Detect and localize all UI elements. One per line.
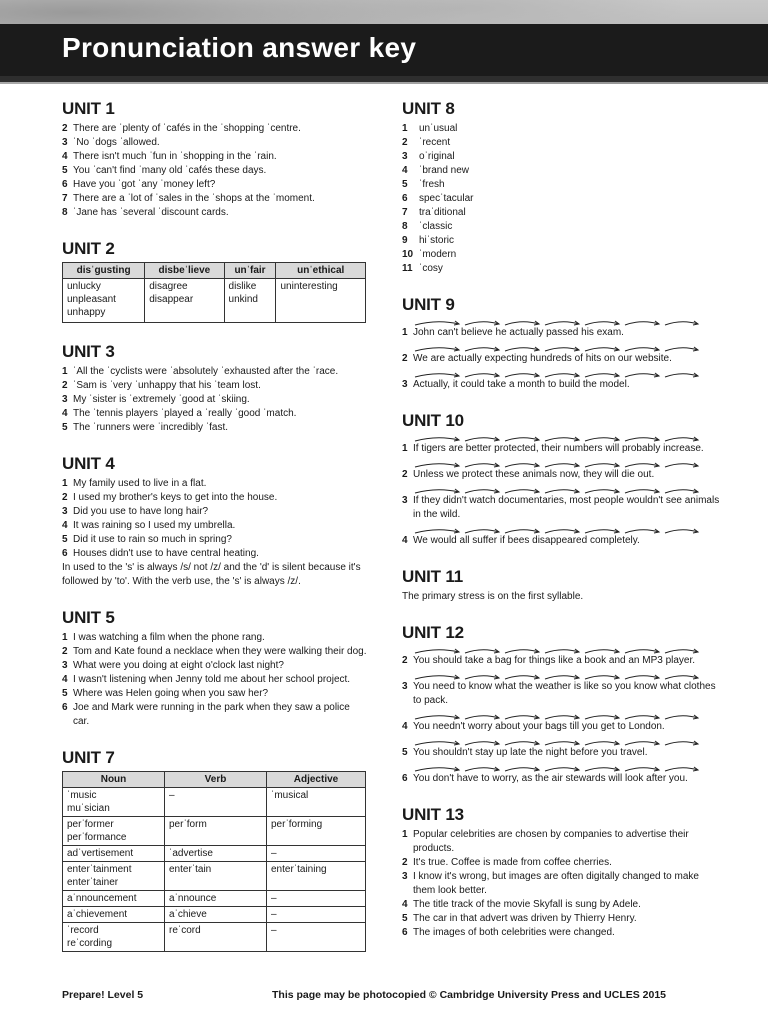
unit-12-list bbox=[402, 646, 722, 786]
table-cell: – bbox=[267, 891, 366, 907]
item-text: It was raining so I used my umbrella. bbox=[73, 520, 236, 531]
list-item bbox=[402, 220, 722, 234]
item-text: There are ˈplenty of ˈcafés in the ˈshopping ˈcentre. bbox=[73, 123, 301, 134]
item-text: Tom and Kate found a necklace when they were walking their dog. bbox=[73, 646, 367, 657]
item-number: 5 bbox=[62, 422, 68, 433]
table-header: Adjective bbox=[267, 772, 366, 788]
page-title: Pronunciation answer key bbox=[62, 32, 417, 63]
unit-4-note: In used to the 's' is always /s/ not /z/ and the 'd' is silent because it's followed by 'to'. With the verb use, the 's' is always /z/. bbox=[62, 562, 361, 587]
table-cell: aˈchieve bbox=[165, 907, 267, 923]
unit-10-list bbox=[402, 434, 722, 548]
table-header: Verb bbox=[165, 772, 267, 788]
table-cell: enterˈtainment enterˈtainer bbox=[63, 862, 165, 891]
list-item bbox=[62, 407, 368, 421]
item-text: It's true. Coffee is made from coffee cherries. bbox=[413, 857, 612, 868]
item-text: Unless we protect these animals now, they will die out. bbox=[413, 469, 655, 480]
table-cell: ˈadvertise bbox=[165, 846, 267, 862]
table-cell: ˈrecord reˈcording bbox=[63, 923, 165, 952]
table-cell: disagree disappear bbox=[145, 279, 224, 323]
table-cell: perˈforming bbox=[267, 817, 366, 846]
list-item bbox=[402, 712, 722, 734]
intonation-arrows-icon bbox=[413, 738, 703, 748]
table-header: unˈfair bbox=[224, 263, 276, 279]
list-item bbox=[62, 178, 368, 192]
item-text: What were you doing at eight o'clock last night? bbox=[73, 660, 284, 671]
table-cell: dislike unkind bbox=[224, 279, 276, 323]
item-text: I was watching a film when the phone rang. bbox=[73, 632, 265, 643]
table-cell: adˈvertisement bbox=[63, 846, 165, 862]
item-number: 2 bbox=[62, 492, 68, 503]
item-text: ˈrecent bbox=[419, 137, 451, 148]
unit-3-list bbox=[62, 365, 368, 435]
unit-13-list bbox=[402, 828, 722, 940]
unit-title: UNIT 4 bbox=[62, 454, 115, 473]
table-cell: reˈcord bbox=[165, 923, 267, 952]
item-text: Have you ˈgot ˈany ˈmoney left? bbox=[73, 179, 216, 190]
item-text: Did it use to rain so much in spring? bbox=[73, 534, 232, 545]
item-number: 5 bbox=[402, 179, 408, 190]
item-number: 2 bbox=[62, 380, 68, 391]
item-number: 6 bbox=[62, 702, 68, 713]
unit-11-text: The primary stress is on the first syllable. bbox=[402, 591, 584, 602]
item-text: You needn't worry about your bags till you get to London. bbox=[413, 721, 665, 732]
table-row bbox=[63, 862, 366, 891]
item-text: We are actually expecting hundreds of hits on our website. bbox=[413, 353, 672, 364]
list-item bbox=[62, 393, 368, 407]
item-number: 2 bbox=[402, 353, 408, 364]
unit-title: UNIT 11 bbox=[402, 567, 463, 586]
unit-title: UNIT 3 bbox=[62, 342, 115, 361]
item-text: ˈAll the ˈcyclists were ˈabsolutely ˈexhausted after the ˈrace. bbox=[73, 366, 339, 377]
unit-9 bbox=[402, 294, 722, 392]
item-text: unˈusual bbox=[419, 123, 458, 134]
left-column bbox=[62, 98, 368, 970]
item-number: 7 bbox=[62, 193, 68, 204]
item-number: 5 bbox=[62, 534, 68, 545]
item-number: 2 bbox=[62, 646, 68, 657]
list-item bbox=[402, 344, 722, 366]
table-cell: unlucky unpleasant unhappy bbox=[63, 279, 145, 323]
list-item bbox=[402, 164, 722, 178]
item-number: 4 bbox=[402, 721, 408, 732]
table-header: disbeˈlieve bbox=[145, 263, 224, 279]
unit-5-list bbox=[62, 631, 368, 729]
item-number: 3 bbox=[62, 394, 68, 405]
item-text: I used my brother's keys to get into the house. bbox=[73, 492, 278, 503]
table-cell: – bbox=[267, 907, 366, 923]
footer-level: Prepare! Level 5 bbox=[62, 989, 144, 1001]
unit-13 bbox=[402, 804, 722, 940]
item-text: I know it's wrong, but images are often digitally changed to make them look better. bbox=[413, 871, 699, 896]
footer-copyright: This page may be photocopied © Cambridge University Press and UCLES 2015 bbox=[272, 989, 667, 1001]
list-item bbox=[62, 477, 368, 491]
item-text: You ˈcan't find ˈmany old ˈcafés these days. bbox=[73, 165, 267, 176]
unit-9-list bbox=[402, 318, 722, 392]
item-text: There are a ˈlot of ˈsales in the ˈshops at the ˈmoment. bbox=[73, 193, 315, 204]
item-number: 3 bbox=[402, 871, 408, 882]
unit-title: UNIT 7 bbox=[62, 748, 115, 767]
intonation-arrows-icon bbox=[413, 526, 703, 536]
table-row bbox=[63, 788, 366, 817]
item-text: You should take a bag for things like a book and an MP3 player. bbox=[413, 655, 696, 666]
unit-title: UNIT 12 bbox=[402, 623, 464, 642]
item-text: specˈtacular bbox=[419, 193, 474, 204]
intonation-arrows-icon bbox=[413, 486, 703, 496]
item-text: Where was Helen going when you saw her? bbox=[73, 688, 269, 699]
right-column bbox=[402, 98, 722, 958]
table-header: unˈethical bbox=[276, 263, 366, 279]
list-item bbox=[62, 659, 368, 673]
table-cell: aˈchievement bbox=[63, 907, 165, 923]
item-number: 2 bbox=[62, 123, 68, 134]
item-number: 7 bbox=[402, 207, 408, 218]
list-item bbox=[402, 526, 722, 548]
list-item bbox=[62, 547, 368, 561]
item-number: 6 bbox=[62, 548, 68, 559]
list-item bbox=[402, 234, 722, 248]
item-number: 1 bbox=[402, 443, 408, 454]
list-item bbox=[402, 738, 722, 760]
table-row bbox=[63, 817, 366, 846]
table-cell: – bbox=[267, 923, 366, 952]
item-text: ˈJane has ˈseveral ˈdiscount cards. bbox=[73, 207, 229, 218]
unit-11 bbox=[402, 566, 722, 604]
unit-8-list bbox=[402, 122, 722, 276]
list-item bbox=[62, 365, 368, 379]
list-item bbox=[402, 898, 722, 912]
table-cell: – bbox=[267, 846, 366, 862]
item-number: 3 bbox=[62, 660, 68, 671]
unit-2-table bbox=[62, 262, 366, 323]
item-text: ˈfresh bbox=[419, 179, 445, 190]
unit-title: UNIT 10 bbox=[402, 411, 464, 430]
list-item bbox=[402, 434, 722, 456]
intonation-arrows-icon bbox=[413, 672, 703, 682]
item-text: hiˈstoric bbox=[419, 235, 455, 246]
item-text: The ˈrunners were ˈincredibly ˈfast. bbox=[73, 422, 229, 433]
item-text: The ˈtennis players ˈplayed a ˈreally ˈgood ˈmatch. bbox=[73, 408, 297, 419]
list-item bbox=[62, 421, 368, 435]
unit-title: UNIT 9 bbox=[402, 295, 455, 314]
item-text: I wasn't listening when Jenny told me about her school project. bbox=[73, 674, 351, 685]
item-text: Popular celebrities are chosen by companies to advertise their products. bbox=[413, 829, 689, 854]
list-item bbox=[402, 248, 722, 262]
item-text: ˈclassic bbox=[419, 221, 453, 232]
item-number: 1 bbox=[402, 123, 408, 134]
item-text: You don't have to worry, as the air stewards will look after you. bbox=[413, 773, 688, 784]
item-text: If they didn't watch documentaries, most people wouldn't see animals in the wild. bbox=[413, 495, 720, 520]
intonation-arrows-icon bbox=[413, 712, 703, 722]
item-number: 1 bbox=[402, 829, 408, 840]
list-item bbox=[62, 164, 368, 178]
unit-title: UNIT 8 bbox=[402, 99, 455, 118]
intonation-arrows-icon bbox=[413, 370, 703, 380]
item-number: 1 bbox=[62, 632, 68, 643]
list-item bbox=[402, 122, 722, 136]
list-item bbox=[402, 926, 722, 940]
item-text: The car in that advert was driven by Thierry Henry. bbox=[413, 913, 637, 924]
list-item bbox=[62, 150, 368, 164]
item-number: 6 bbox=[62, 179, 68, 190]
unit-2 bbox=[62, 238, 368, 323]
item-number: 3 bbox=[62, 137, 68, 148]
item-number: 4 bbox=[62, 151, 68, 162]
list-item bbox=[62, 687, 368, 701]
unit-5 bbox=[62, 607, 368, 729]
list-item bbox=[402, 262, 722, 276]
item-text: You need to know what the weather is like so you know what clothes to pack. bbox=[413, 681, 716, 706]
table-cell: enterˈtaining bbox=[267, 862, 366, 891]
item-number: 5 bbox=[62, 165, 68, 176]
item-number: 3 bbox=[402, 495, 408, 506]
item-number: 1 bbox=[62, 366, 68, 377]
item-number: 2 bbox=[402, 137, 408, 148]
item-number: 5 bbox=[402, 913, 408, 924]
item-number: 4 bbox=[402, 899, 408, 910]
item-number: 6 bbox=[402, 193, 408, 204]
list-item bbox=[402, 870, 722, 898]
table-cell: aˈnnounce bbox=[165, 891, 267, 907]
item-text: Actually, it could take a month to build the model. bbox=[413, 379, 630, 390]
intonation-arrows-icon bbox=[413, 764, 703, 774]
item-number: 4 bbox=[62, 408, 68, 419]
unit-title: UNIT 1 bbox=[62, 99, 115, 118]
list-item bbox=[62, 206, 368, 220]
list-item bbox=[402, 764, 722, 786]
list-item bbox=[62, 519, 368, 533]
item-text: ˈSam is ˈvery ˈunhappy that his ˈteam lost. bbox=[73, 380, 261, 391]
unit-4-list bbox=[62, 477, 368, 561]
item-text: You shouldn't stay up late the night before you travel. bbox=[413, 747, 648, 758]
item-number: 4 bbox=[62, 520, 68, 531]
item-text: There isn't much ˈfun in ˈshopping in the ˈrain. bbox=[73, 151, 277, 162]
item-text: My ˈsister is ˈextremely ˈgood at ˈskiing. bbox=[73, 394, 250, 405]
list-item bbox=[402, 828, 722, 856]
intonation-arrows-icon bbox=[413, 344, 703, 354]
table-row bbox=[63, 846, 366, 862]
table-cell: enterˈtain bbox=[165, 862, 267, 891]
unit-12 bbox=[402, 622, 722, 786]
list-item bbox=[402, 192, 722, 206]
item-number: 4 bbox=[62, 674, 68, 685]
table-row bbox=[63, 891, 366, 907]
table-row bbox=[63, 907, 366, 923]
item-number: 8 bbox=[402, 221, 408, 232]
item-number: 11 bbox=[402, 263, 413, 274]
item-number: 1 bbox=[402, 327, 408, 338]
unit-7-table-body bbox=[63, 788, 366, 952]
list-item bbox=[62, 631, 368, 645]
item-number: 10 bbox=[402, 249, 414, 260]
list-item bbox=[62, 122, 368, 136]
list-item bbox=[62, 673, 368, 687]
table-cell: perˈformer perˈformance bbox=[63, 817, 165, 846]
title-banner bbox=[0, 0, 768, 84]
item-text: ˈmodern bbox=[419, 249, 457, 260]
unit-4 bbox=[62, 453, 368, 589]
list-item bbox=[62, 645, 368, 659]
unit-title: UNIT 5 bbox=[62, 608, 115, 627]
list-item bbox=[402, 136, 722, 150]
item-text: ˈbrand new bbox=[419, 165, 470, 176]
item-number: 4 bbox=[402, 165, 408, 176]
list-item bbox=[62, 701, 368, 729]
item-text: Joe and Mark were running in the park when they saw a police car. bbox=[73, 702, 350, 727]
item-number: 3 bbox=[402, 681, 408, 692]
unit-7-table bbox=[62, 771, 366, 952]
list-item bbox=[402, 318, 722, 340]
intonation-arrows-icon bbox=[413, 318, 703, 328]
unit-3 bbox=[62, 341, 368, 435]
item-text: traˈditional bbox=[419, 207, 466, 218]
unit-10 bbox=[402, 410, 722, 548]
item-text: ˈcosy bbox=[419, 263, 443, 274]
list-item bbox=[402, 856, 722, 870]
table-header: Noun bbox=[63, 772, 165, 788]
unit-8 bbox=[402, 98, 722, 276]
table-cell: uninteresting bbox=[276, 279, 366, 323]
list-item bbox=[402, 178, 722, 192]
list-item bbox=[402, 646, 722, 668]
unit-1-list bbox=[62, 122, 368, 220]
item-text: Did you use to have long hair? bbox=[73, 506, 209, 517]
table-cell: aˈnnouncement bbox=[63, 891, 165, 907]
item-number: 1 bbox=[62, 478, 68, 489]
list-item bbox=[402, 206, 722, 220]
item-text: If tigers are better protected, their numbers will probably increase. bbox=[413, 443, 704, 454]
item-number: 5 bbox=[62, 688, 68, 699]
item-number: 5 bbox=[402, 747, 408, 758]
list-item bbox=[62, 533, 368, 547]
unit-7 bbox=[62, 747, 368, 952]
list-item bbox=[402, 460, 722, 482]
list-item bbox=[402, 486, 722, 522]
list-item bbox=[402, 370, 722, 392]
table-cell: perˈform bbox=[165, 817, 267, 846]
item-number: 3 bbox=[402, 151, 408, 162]
intonation-arrows-icon bbox=[413, 460, 703, 470]
item-number: 6 bbox=[402, 773, 408, 784]
intonation-arrows-icon bbox=[413, 646, 703, 656]
item-number: 3 bbox=[62, 506, 68, 517]
list-item bbox=[62, 505, 368, 519]
list-item bbox=[62, 192, 368, 206]
item-number: 2 bbox=[402, 655, 408, 666]
unit-1 bbox=[62, 98, 368, 220]
table-cell: ˈmusic muˈsician bbox=[63, 788, 165, 817]
item-text: John can't believe he actually passed his exam. bbox=[413, 327, 624, 338]
intonation-arrows-icon bbox=[413, 434, 703, 444]
table-header: disˈgusting bbox=[63, 263, 145, 279]
item-text: Houses didn't use to have central heating. bbox=[73, 548, 259, 559]
list-item bbox=[402, 672, 722, 708]
item-number: 3 bbox=[402, 379, 408, 390]
item-text: ˈNo ˈdogs ˈallowed. bbox=[73, 137, 160, 148]
list-item bbox=[62, 379, 368, 393]
item-number: 8 bbox=[62, 207, 68, 218]
list-item bbox=[402, 912, 722, 926]
unit-title: UNIT 2 bbox=[62, 239, 115, 258]
item-text: oˈriginal bbox=[419, 151, 455, 162]
table-cell: ˈmusical bbox=[267, 788, 366, 817]
table-row bbox=[63, 923, 366, 952]
item-number: 4 bbox=[402, 535, 408, 546]
item-text: My family used to live in a flat. bbox=[73, 478, 207, 489]
item-number: 9 bbox=[402, 235, 408, 246]
item-number: 2 bbox=[402, 857, 408, 868]
item-text: We would all suffer if bees disappeared completely. bbox=[413, 535, 640, 546]
item-number: 2 bbox=[402, 469, 408, 480]
item-text: The title track of the movie Skyfall is sung by Adele. bbox=[413, 899, 641, 910]
list-item bbox=[402, 150, 722, 164]
item-number: 6 bbox=[402, 927, 408, 938]
list-item bbox=[62, 491, 368, 505]
list-item bbox=[62, 136, 368, 150]
item-text: The images of both celebrities were changed. bbox=[413, 927, 615, 938]
unit-title: UNIT 13 bbox=[402, 805, 464, 824]
table-cell: – bbox=[165, 788, 267, 817]
